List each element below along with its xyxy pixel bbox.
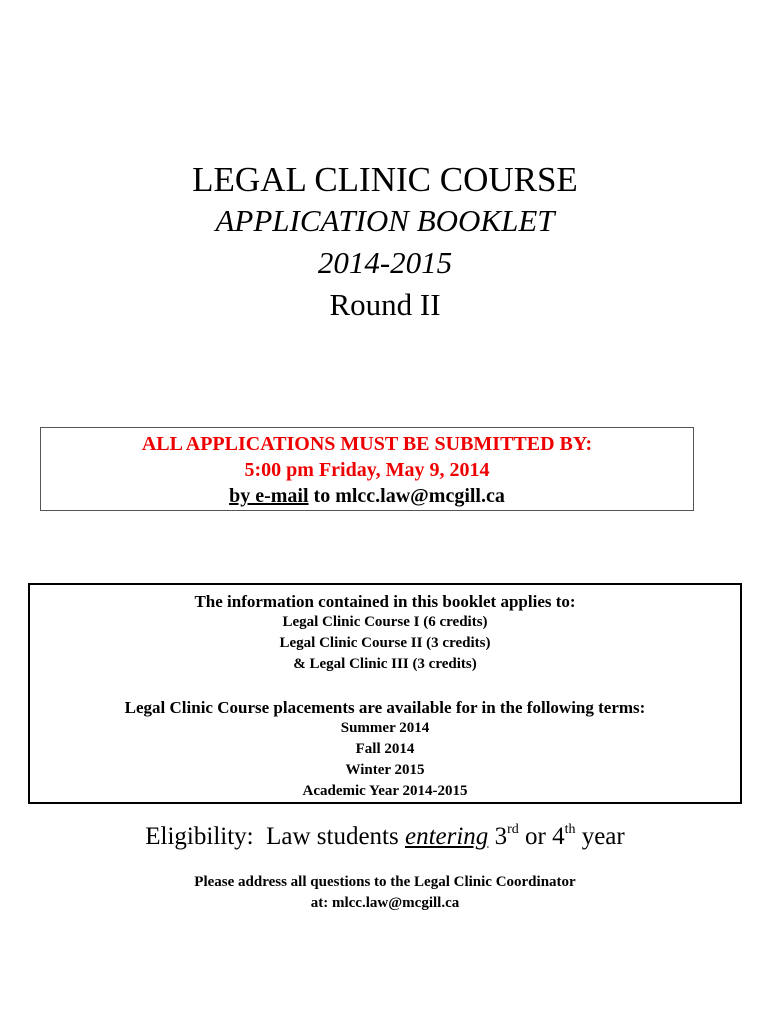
eligibility-label: Eligibility: [145,823,254,850]
eligibility-pre: Law students [266,823,399,850]
eligibility-post: year [581,823,625,850]
submission-method-label: by e-mail [229,485,309,507]
eligibility-emphasis: entering [404,823,489,850]
year-3-suffix: rd [507,822,519,837]
course-item: Legal Clinic Course II (3 credits) [279,635,491,651]
submission-email: to mlcc.law@mcgill.ca [313,485,505,507]
round-label: Round II [329,287,441,322]
eligibility-line [0,820,770,854]
info-heading: The information contained in this booklet applies to: [194,592,576,611]
submission-method [41,483,693,509]
year-3: 3 [494,823,508,850]
course-item: & Legal Clinic III (3 credits) [293,656,477,672]
document-title: LEGAL CLINIC COURSE [192,160,578,199]
term-item: Winter 2015 [345,762,425,778]
deadline-date: 5:00 pm Friday, May 9, 2014 [244,459,490,481]
term-item: Academic Year 2014-2015 [302,783,468,799]
spacer [30,675,740,697]
deadline-box [40,427,694,511]
title-block [0,160,770,326]
contact-line: Please address all questions to the Legal Clinic Coordinator [194,874,576,890]
contact-email: at: mlcc.law@mcgill.ca [310,895,460,911]
eligibility-or: or [524,823,546,850]
document-subtitle: APPLICATION BOOKLET [215,203,555,238]
contact-block [0,872,770,914]
terms-heading: Legal Clinic Course placements are available for in the following terms: [124,698,646,717]
year-4: 4 [552,823,565,850]
deadline-heading: ALL APPLICATIONS MUST BE SUBMITTED BY: [141,433,593,455]
academic-year: 2014-2015 [317,245,453,280]
course-item: Legal Clinic Course I (6 credits) [282,614,488,630]
info-box [28,583,742,804]
year-4-suffix: th [564,822,576,837]
term-item: Fall 2014 [355,741,415,757]
term-item: Summer 2014 [340,720,430,736]
